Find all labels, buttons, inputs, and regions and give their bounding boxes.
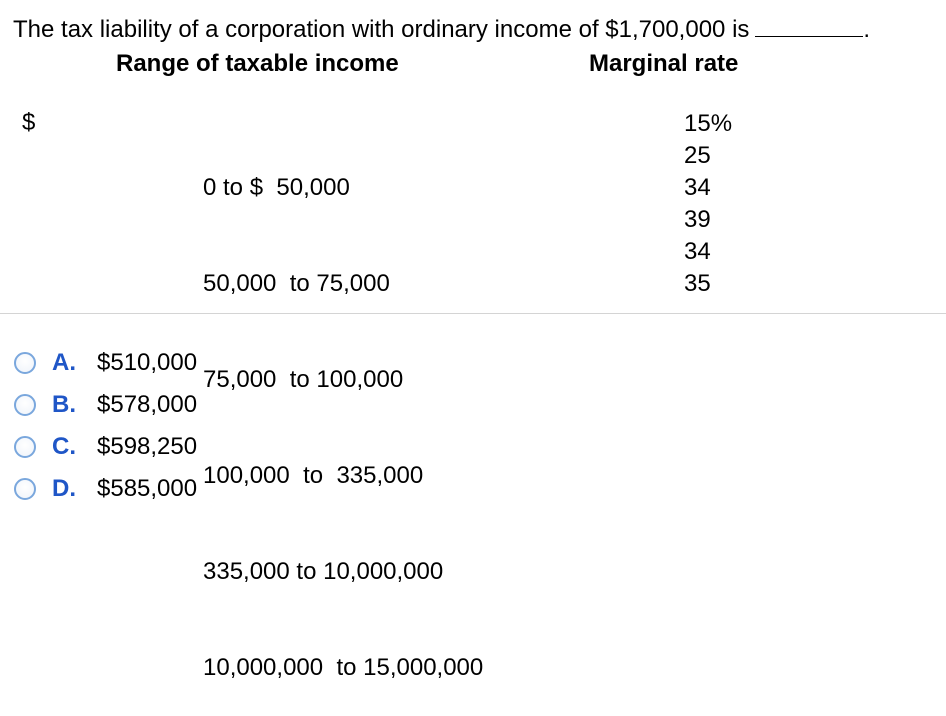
radio-button-icon[interactable]: [14, 394, 36, 416]
range-row-4: 100,000 to 335,000: [203, 462, 424, 489]
option-letter: D.: [52, 475, 76, 502]
rate-row-3: 34: [684, 174, 711, 201]
option-a[interactable]: [14, 342, 197, 384]
range-row-6: 10,000,000 to 15,000,000: [203, 654, 484, 681]
currency-symbol: $: [22, 109, 36, 136]
range-row-5: 335,000 to 10,000,000: [203, 558, 444, 585]
rate-row-6: 35: [684, 270, 711, 297]
option-value: $598,250: [97, 433, 198, 460]
header-rate: Marginal rate: [589, 50, 739, 77]
option-value: $585,000: [97, 475, 198, 502]
rate-row-2: 25: [684, 142, 711, 169]
answer-options: [14, 342, 197, 510]
option-letter: A.: [52, 349, 76, 376]
header-range: Range of taxable income: [116, 50, 399, 77]
option-b[interactable]: [14, 384, 197, 426]
radio-button-icon[interactable]: [14, 352, 36, 374]
range-row-1: 0 to $ 50,000: [203, 174, 350, 201]
option-value: $578,000: [97, 391, 198, 418]
radio-button-icon[interactable]: [14, 436, 36, 458]
option-c[interactable]: [14, 426, 197, 468]
option-d[interactable]: [14, 468, 197, 510]
question-end-punct: .: [863, 16, 871, 43]
rate-row-1: 15%: [684, 110, 733, 137]
option-letter: B.: [52, 391, 76, 418]
rate-row-4: 39: [684, 206, 711, 233]
rate-row-5: 34: [684, 238, 711, 265]
option-value: $510,000: [97, 349, 198, 376]
range-column: [203, 108, 483, 716]
radio-button-icon[interactable]: [14, 478, 36, 500]
range-row-2: 50,000 to 75,000: [203, 270, 390, 297]
question-text: [13, 14, 870, 45]
divider: [0, 313, 946, 314]
option-letter: C.: [52, 433, 76, 460]
question-prompt: The tax liability of a corporation with ordinary income of $1,700,000 is: [13, 16, 750, 43]
rate-column: [684, 108, 732, 300]
range-row-3: 75,000 to 100,000: [203, 366, 404, 393]
answer-blank: [755, 14, 863, 37]
